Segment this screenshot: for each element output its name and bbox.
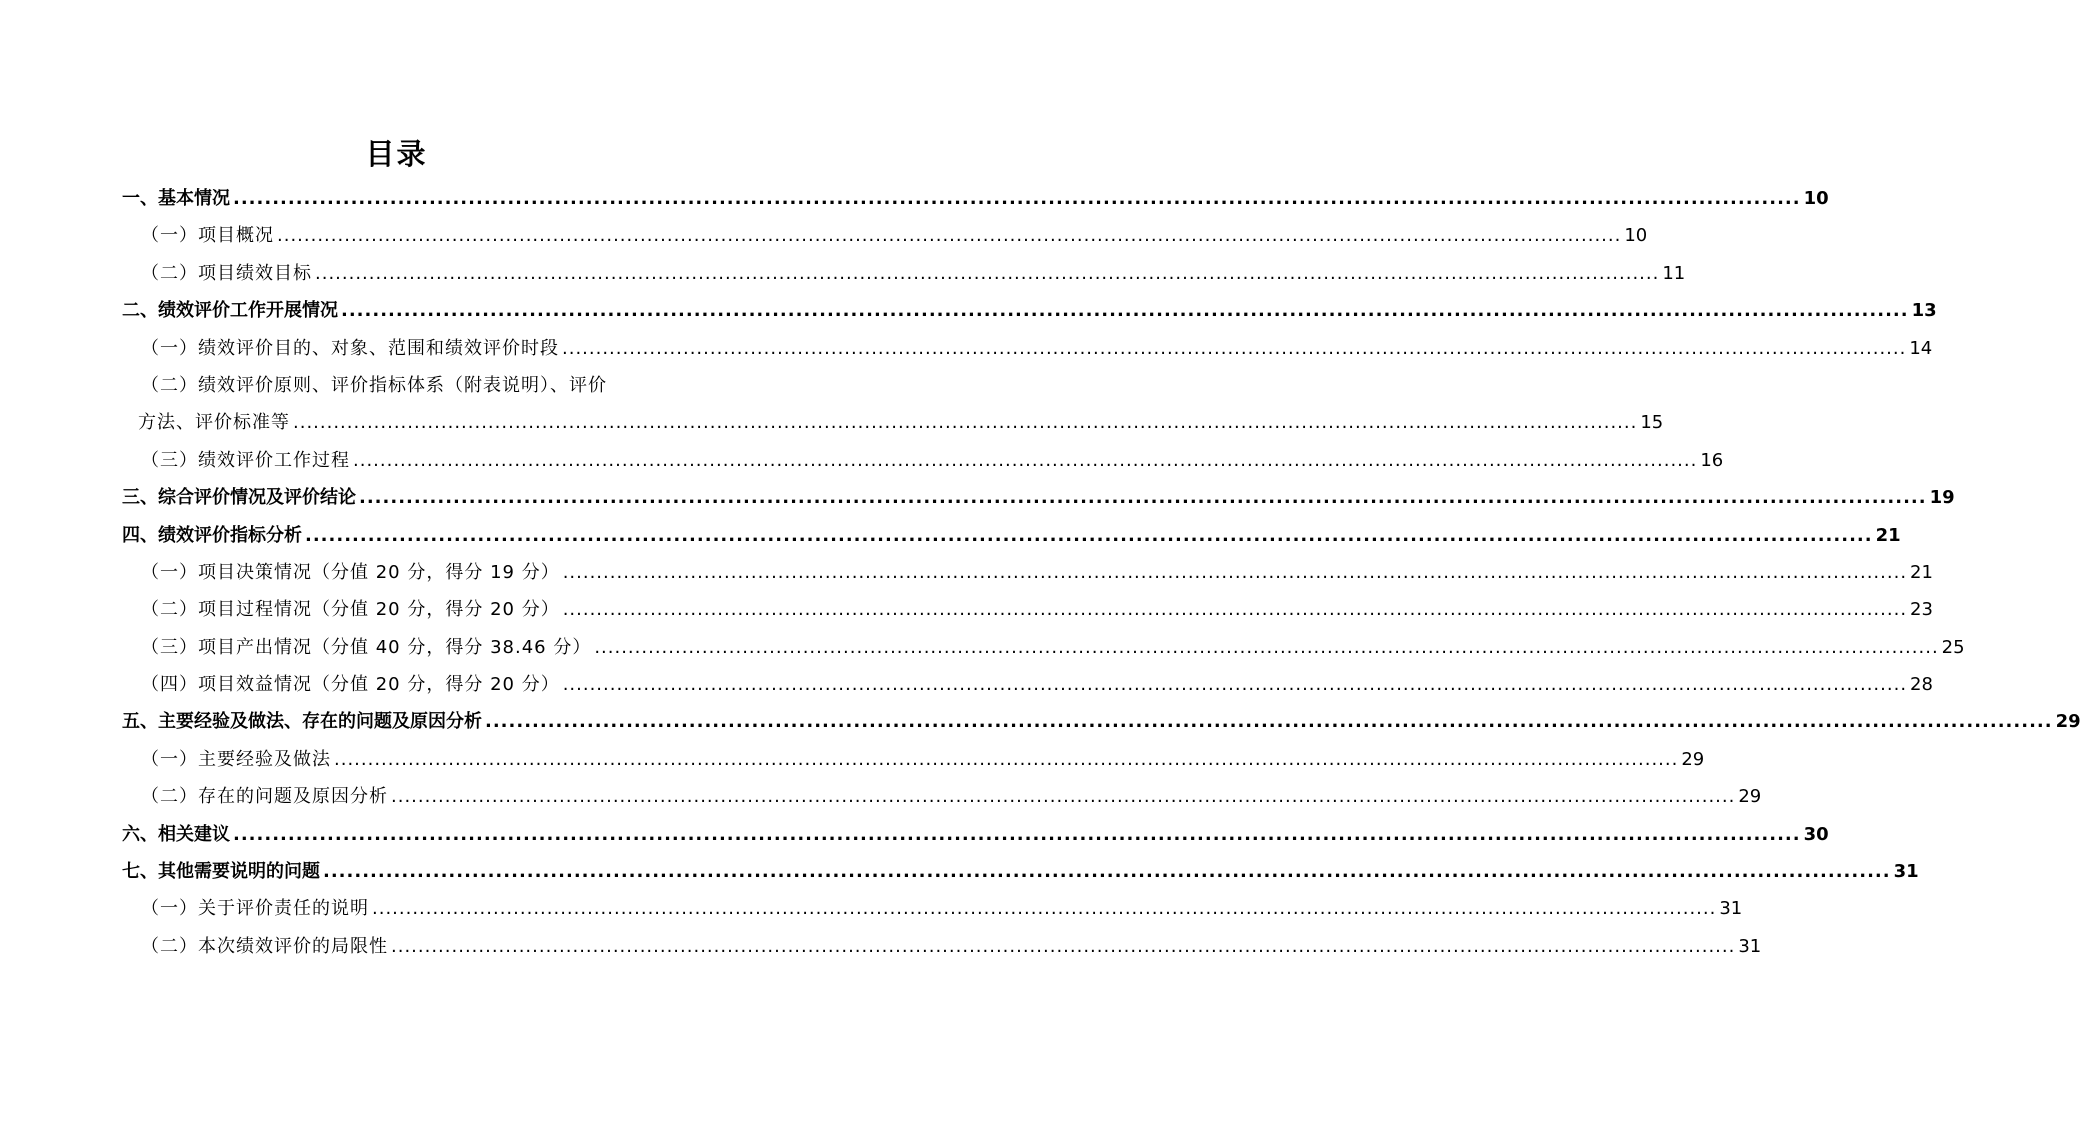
toc-entry-label: （三）项目产出情况（分值 40 分，得分 38.46 分） [141,636,592,658]
toc-entry[interactable] [122,367,674,404]
toc-entry[interactable] [122,479,1955,516]
toc-entry-label: （二）本次绩效评价的局限性 [141,935,388,957]
toc-page-number: 31 [1893,861,1919,883]
toc-entry[interactable] [122,741,1705,778]
toc-entry[interactable] [122,292,1937,329]
leader-dots: ........................................................................................................................................................................................................ [562,561,1908,583]
toc-entry[interactable] [122,816,1829,853]
leader-dots: ........................................................................................................................................................................................................ [359,487,1927,509]
toc-entry-label: 三、综合评价情况及评价结论 [122,487,356,509]
leader-dots: ........................................................................................................................................................................................................ [391,935,1736,957]
leader-dots: ........................................................................................................................................................................................................ [293,412,1638,434]
toc-entry[interactable] [122,404,1664,441]
toc-page-number: 14 [1909,337,1933,359]
toc-entry-label: （二）绩效评价原则、评价指标体系（附表说明）、评价 [141,374,607,396]
toc-entry[interactable] [122,180,1829,217]
toc-page-number: 11 [1662,262,1686,284]
leader-dots: ........................................................................................................................................................................................................ [341,300,1909,322]
leader-dots: ........................................................................................................................................................................................................ [485,711,2053,733]
toc-entry[interactable] [122,703,2081,740]
leader-dots: ........................................................................................................................................................................................................ [233,188,1801,209]
toc-entry[interactable] [122,554,1933,591]
toc-page-number: 10 [1803,188,1829,209]
toc-page-number: 30 [1803,823,1829,845]
toc-page-number: 23 [1910,599,1933,621]
toc-entry[interactable] [122,778,1762,815]
toc-entry-label: （二）项目过程情况（分值 20 分，得分 20 分） [141,599,560,621]
leader-dots: ........................................................................................................................................................................................................ [562,599,1908,621]
toc-page-number: 31 [1738,935,1762,957]
toc-page-number: 28 [1910,674,1933,696]
toc-page-number: 21 [1875,524,1901,546]
toc-entry-label: （一）绩效评价目的、对象、范围和绩效评价时段 [141,337,559,359]
toc-page-number: 31 [1719,898,1743,920]
toc-entry-label: 一、基本情况 [122,188,230,209]
toc-entry[interactable] [122,442,1724,479]
leader-dots: ........................................................................................................................................................................................................ [233,823,1801,845]
leader-dots: ........................................................................................................................................................................................................ [305,524,1873,546]
toc-entry-label: （一）项目概况 [141,225,274,247]
toc-entry-label: （一）关于评价责任的说明 [141,898,369,920]
toc-page-number: 29 [1738,786,1762,808]
toc-entry-label: 五、主要经验及做法、存在的问题及原因分析 [122,711,482,733]
page-title: 目录 [365,137,428,171]
toc-page-number: 25 [1941,636,1965,658]
toc-page-number: 16 [1700,449,1724,471]
toc-entry-label: （二）存在的问题及原因分析 [141,786,388,808]
leader-dots: ........................................................................................................................................................................................................ [323,861,1891,883]
leader-dots: ........................................................................................................................................................................................................ [594,636,1939,658]
leader-dots: ........................................................................................................................................................................................................ [372,898,1717,920]
toc-entry[interactable] [122,517,1901,554]
toc-entry-label: 二、绩效评价工作开展情况 [122,300,338,322]
toc-entry-label: （三）绩效评价工作过程 [141,449,350,471]
toc-entry-label: （一）项目决策情况（分值 20 分，得分 19 分） [141,561,560,583]
toc-entry-label: （四）项目效益情况（分值 20 分，得分 20 分） [141,674,560,696]
toc-entry[interactable] [122,330,1933,367]
toc-page-number: 15 [1640,412,1664,434]
leader-dots: ........................................................................................................................................................................................................ [562,337,1907,359]
toc-page-number: 13 [1911,300,1937,322]
toc-entry-label: （二）项目绩效目标 [141,262,312,284]
toc-entry-label: 四、绩效评价指标分析 [122,524,302,546]
toc-entry[interactable] [122,928,1762,965]
leader-dots: ........................................................................................................................................................................................................ [334,748,1679,770]
toc-entry[interactable] [122,255,1686,292]
toc-entry-label: （一）主要经验及做法 [141,748,331,770]
table-of-contents [122,180,2081,965]
toc-page-number: 10 [1624,225,1648,247]
toc-entry-label: 方法、评价标准等 [138,412,290,434]
leader-dots: ........................................................................................................................................................................................................ [277,225,1622,247]
toc-entry-label: 七、其他需要说明的问题 [122,861,320,883]
leader-dots: ........................................................................................................................................................................................................ [562,674,1908,696]
toc-entry[interactable] [122,853,1919,890]
toc-page-number: 19 [1929,487,1955,509]
toc-entry[interactable] [122,591,1933,628]
toc-entry-label: 六、相关建议 [122,823,230,845]
toc-page-number: 29 [1681,748,1705,770]
toc-page-number: 21 [1910,561,1933,583]
toc-entry[interactable] [122,629,1965,666]
leader-dots: ........................................................................................................................................................................................................ [391,786,1736,808]
toc-entry[interactable] [122,666,1933,703]
toc-page-number: 29 [2055,711,2081,733]
leader-dots: ........................................................................................................................................................................................................ [315,262,1660,284]
toc-entry[interactable] [122,890,1743,927]
leader-dots: ........................................................................................................................................................................................................ [353,449,1698,471]
toc-entry[interactable] [122,217,1648,254]
